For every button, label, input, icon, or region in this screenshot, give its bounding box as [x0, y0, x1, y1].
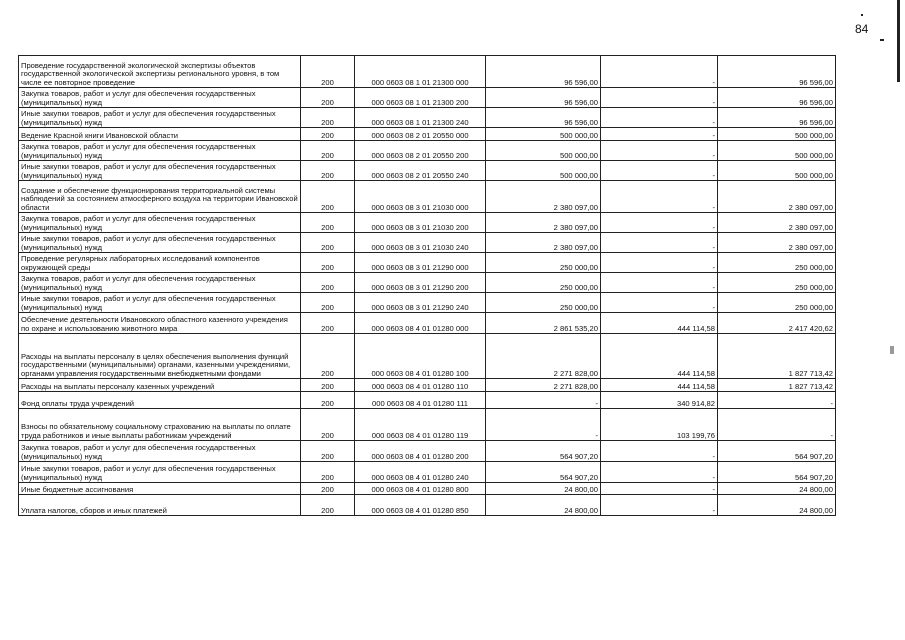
cell-name: Иные закупки товаров, работ и услуг для обеспечения государственных (муниципальных) нужд: [19, 161, 301, 181]
table-row: [19, 313, 836, 334]
cell-plan: 96 596,00: [486, 56, 601, 88]
cell-plan: 2 861 535,20: [486, 313, 601, 334]
cell-name: Проведение регулярных лабораторных исследований компонентов окружающей среды: [19, 253, 301, 273]
scan-dot: [890, 346, 894, 354]
cell-csr: 000 0603 08 4 01 01280 800: [355, 483, 486, 495]
cell-code: 200: [301, 88, 355, 108]
cell-csr: 000 0603 08 2 01 20550 240: [355, 161, 486, 181]
cell-plan: 564 907,20: [486, 462, 601, 483]
cell-exec: -: [601, 161, 718, 181]
cell-name: Иные закупки товаров, работ и услуг для обеспечения государственных (муниципальных) нужд: [19, 462, 301, 483]
cell-exec: -: [601, 273, 718, 293]
cell-name: Проведение государственной экологической экспертизы объектов государственной экологической экспертизы регионального уровня, в том числе ее повторное проведение: [19, 56, 301, 88]
cell-code: 200: [301, 293, 355, 313]
cell-name: Закупка товаров, работ и услуг для обеспечения государственных (муниципальных) нужд: [19, 213, 301, 233]
cell-exec: 444 114,58: [601, 334, 718, 379]
cell-csr: 000 0603 08 4 01 01280 200: [355, 441, 486, 462]
cell-exec: 444 114,58: [601, 379, 718, 392]
cell-exec: -: [601, 213, 718, 233]
cell-csr: 000 0603 08 3 01 21030 240: [355, 233, 486, 253]
cell-csr: 000 0603 08 4 01 01280 850: [355, 495, 486, 516]
cell-rest: 250 000,00: [718, 273, 836, 293]
cell-name: Обеспечение деятельности Ивановского областного казенного учреждения по охране и использованию животного мира: [19, 313, 301, 334]
cell-rest: 24 800,00: [718, 495, 836, 516]
table-row: [19, 334, 836, 379]
cell-name: Уплата налогов, сборов и иных платежей: [19, 495, 301, 516]
cell-csr: 000 0603 08 1 01 21300 240: [355, 108, 486, 128]
cell-name: Закупка товаров, работ и услуг для обеспечения государственных (муниципальных) нужд: [19, 441, 301, 462]
cell-plan: 500 000,00: [486, 141, 601, 161]
cell-name: Взносы по обязательному социальному страхованию на выплаты по оплате труда работников и иные выплаты работникам учреждений: [19, 409, 301, 441]
cell-rest: 2 380 097,00: [718, 181, 836, 213]
cell-plan: 2 380 097,00: [486, 233, 601, 253]
cell-rest: 500 000,00: [718, 161, 836, 181]
cell-exec: -: [601, 441, 718, 462]
table-row: [19, 56, 836, 88]
cell-csr: 000 0603 08 3 01 21290 240: [355, 293, 486, 313]
cell-name: Закупка товаров, работ и услуг для обеспечения государственных (муниципальных) нужд: [19, 273, 301, 293]
cell-rest: 96 596,00: [718, 56, 836, 88]
cell-exec: -: [601, 253, 718, 273]
cell-exec: 444 114,58: [601, 313, 718, 334]
cell-exec: -: [601, 56, 718, 88]
cell-code: 200: [301, 128, 355, 141]
table-row: [19, 441, 836, 462]
cell-code: 200: [301, 334, 355, 379]
cell-name: Закупка товаров, работ и услуг для обеспечения государственных (муниципальных) нужд: [19, 88, 301, 108]
cell-plan: 2 271 828,00: [486, 334, 601, 379]
table-row: [19, 141, 836, 161]
cell-code: 200: [301, 379, 355, 392]
cell-rest: 24 800,00: [718, 483, 836, 495]
table-row: [19, 128, 836, 141]
table-row: [19, 108, 836, 128]
cell-exec: -: [601, 88, 718, 108]
table-row: [19, 161, 836, 181]
cell-code: 200: [301, 441, 355, 462]
table-row: [19, 409, 836, 441]
cell-code: 200: [301, 108, 355, 128]
cell-rest: 2 380 097,00: [718, 233, 836, 253]
cell-code: 200: [301, 213, 355, 233]
cell-exec: -: [601, 108, 718, 128]
cell-rest: 2 380 097,00: [718, 213, 836, 233]
cell-exec: -: [601, 462, 718, 483]
cell-code: 200: [301, 313, 355, 334]
table-row: [19, 379, 836, 392]
cell-plan: 2 271 828,00: [486, 379, 601, 392]
cell-exec: -: [601, 141, 718, 161]
cell-code: 200: [301, 462, 355, 483]
cell-plan: -: [486, 392, 601, 409]
cell-csr: 000 0603 08 2 01 20550 200: [355, 141, 486, 161]
cell-rest: 96 596,00: [718, 108, 836, 128]
cell-csr: 000 0603 08 4 01 01280 111: [355, 392, 486, 409]
cell-code: 200: [301, 253, 355, 273]
cell-plan: 96 596,00: [486, 108, 601, 128]
cell-name: Иные бюджетные ассигнования: [19, 483, 301, 495]
cell-plan: 250 000,00: [486, 273, 601, 293]
cell-csr: 000 0603 08 4 01 01280 240: [355, 462, 486, 483]
cell-csr: 000 0603 08 3 01 21290 200: [355, 273, 486, 293]
cell-exec: -: [601, 293, 718, 313]
cell-code: 200: [301, 233, 355, 253]
cell-plan: 500 000,00: [486, 128, 601, 141]
cell-rest: 500 000,00: [718, 128, 836, 141]
table-row: [19, 392, 836, 409]
table-row: [19, 273, 836, 293]
cell-rest: 1 827 713,42: [718, 334, 836, 379]
table-row: [19, 181, 836, 213]
cell-csr: 000 0603 08 1 01 21300 000: [355, 56, 486, 88]
cell-rest: 500 000,00: [718, 141, 836, 161]
table-row: [19, 495, 836, 516]
cell-name: Закупка товаров, работ и услуг для обеспечения государственных (муниципальных) нужд: [19, 141, 301, 161]
cell-csr: 000 0603 08 4 01 01280 110: [355, 379, 486, 392]
cell-rest: 564 907,20: [718, 462, 836, 483]
cell-code: 200: [301, 409, 355, 441]
cell-rest: -: [718, 409, 836, 441]
cell-exec: 103 199,76: [601, 409, 718, 441]
cell-plan: 2 380 097,00: [486, 213, 601, 233]
cell-exec: -: [601, 128, 718, 141]
cell-code: 200: [301, 161, 355, 181]
cell-rest: 250 000,00: [718, 253, 836, 273]
cell-name: Иные закупки товаров, работ и услуг для обеспечения государственных (муниципальных) нужд: [19, 293, 301, 313]
cell-csr: 000 0603 08 2 01 20550 000: [355, 128, 486, 141]
cell-csr: 000 0603 08 4 01 01280 119: [355, 409, 486, 441]
cell-rest: -: [718, 392, 836, 409]
cell-name: Ведение Красной книги Ивановской области: [19, 128, 301, 141]
cell-plan: -: [486, 409, 601, 441]
budget-table: [18, 55, 836, 516]
cell-exec: -: [601, 233, 718, 253]
cell-csr: 000 0603 08 4 01 01280 100: [355, 334, 486, 379]
cell-exec: -: [601, 181, 718, 213]
table-row: [19, 88, 836, 108]
cell-plan: 564 907,20: [486, 441, 601, 462]
cell-code: 200: [301, 392, 355, 409]
cell-plan: 24 800,00: [486, 483, 601, 495]
cell-code: 200: [301, 273, 355, 293]
cell-rest: 2 417 420,62: [718, 313, 836, 334]
cell-exec: -: [601, 483, 718, 495]
scan-dot: [880, 39, 884, 41]
cell-plan: 24 800,00: [486, 495, 601, 516]
cell-code: 200: [301, 56, 355, 88]
scan-dot: [861, 14, 863, 16]
cell-rest: 250 000,00: [718, 293, 836, 313]
cell-name: Создание и обеспечение функционирования территориальной системы наблюдений за состоянием атмосферного воздуха на территории Ивановской области: [19, 181, 301, 213]
table-row: [19, 293, 836, 313]
page-number: 84: [855, 22, 869, 36]
cell-csr: 000 0603 08 3 01 21290 000: [355, 253, 486, 273]
cell-rest: 96 596,00: [718, 88, 836, 108]
cell-exec: 340 914,82: [601, 392, 718, 409]
table-row: [19, 233, 836, 253]
cell-csr: 000 0603 08 1 01 21300 200: [355, 88, 486, 108]
cell-rest: 564 907,20: [718, 441, 836, 462]
cell-name: Расходы на выплаты персоналу в целях обеспечения выполнения функций государственными (муниципальными) органами, казенными учреждениями, органами управления государственными внебюджетными фондами: [19, 334, 301, 379]
cell-code: 200: [301, 483, 355, 495]
cell-csr: 000 0603 08 3 01 21030 000: [355, 181, 486, 213]
cell-name: Фонд оплаты труда учреждений: [19, 392, 301, 409]
table-row: [19, 462, 836, 483]
cell-exec: -: [601, 495, 718, 516]
cell-name: Расходы на выплаты персоналу казенных учреждений: [19, 379, 301, 392]
cell-plan: 96 596,00: [486, 88, 601, 108]
table-row: [19, 483, 836, 495]
cell-csr: 000 0603 08 3 01 21030 200: [355, 213, 486, 233]
table-row: [19, 213, 836, 233]
cell-plan: 250 000,00: [486, 253, 601, 273]
scan-edge-mark: [897, 0, 900, 82]
cell-name: Иные закупки товаров, работ и услуг для обеспечения государственных (муниципальных) нужд: [19, 233, 301, 253]
cell-rest: 1 827 713,42: [718, 379, 836, 392]
cell-code: 200: [301, 181, 355, 213]
cell-name: Иные закупки товаров, работ и услуг для обеспечения государственных (муниципальных) нужд: [19, 108, 301, 128]
table-row: [19, 253, 836, 273]
cell-code: 200: [301, 495, 355, 516]
cell-csr: 000 0603 08 4 01 01280 000: [355, 313, 486, 334]
cell-plan: 2 380 097,00: [486, 181, 601, 213]
cell-plan: 500 000,00: [486, 161, 601, 181]
cell-plan: 250 000,00: [486, 293, 601, 313]
cell-code: 200: [301, 141, 355, 161]
